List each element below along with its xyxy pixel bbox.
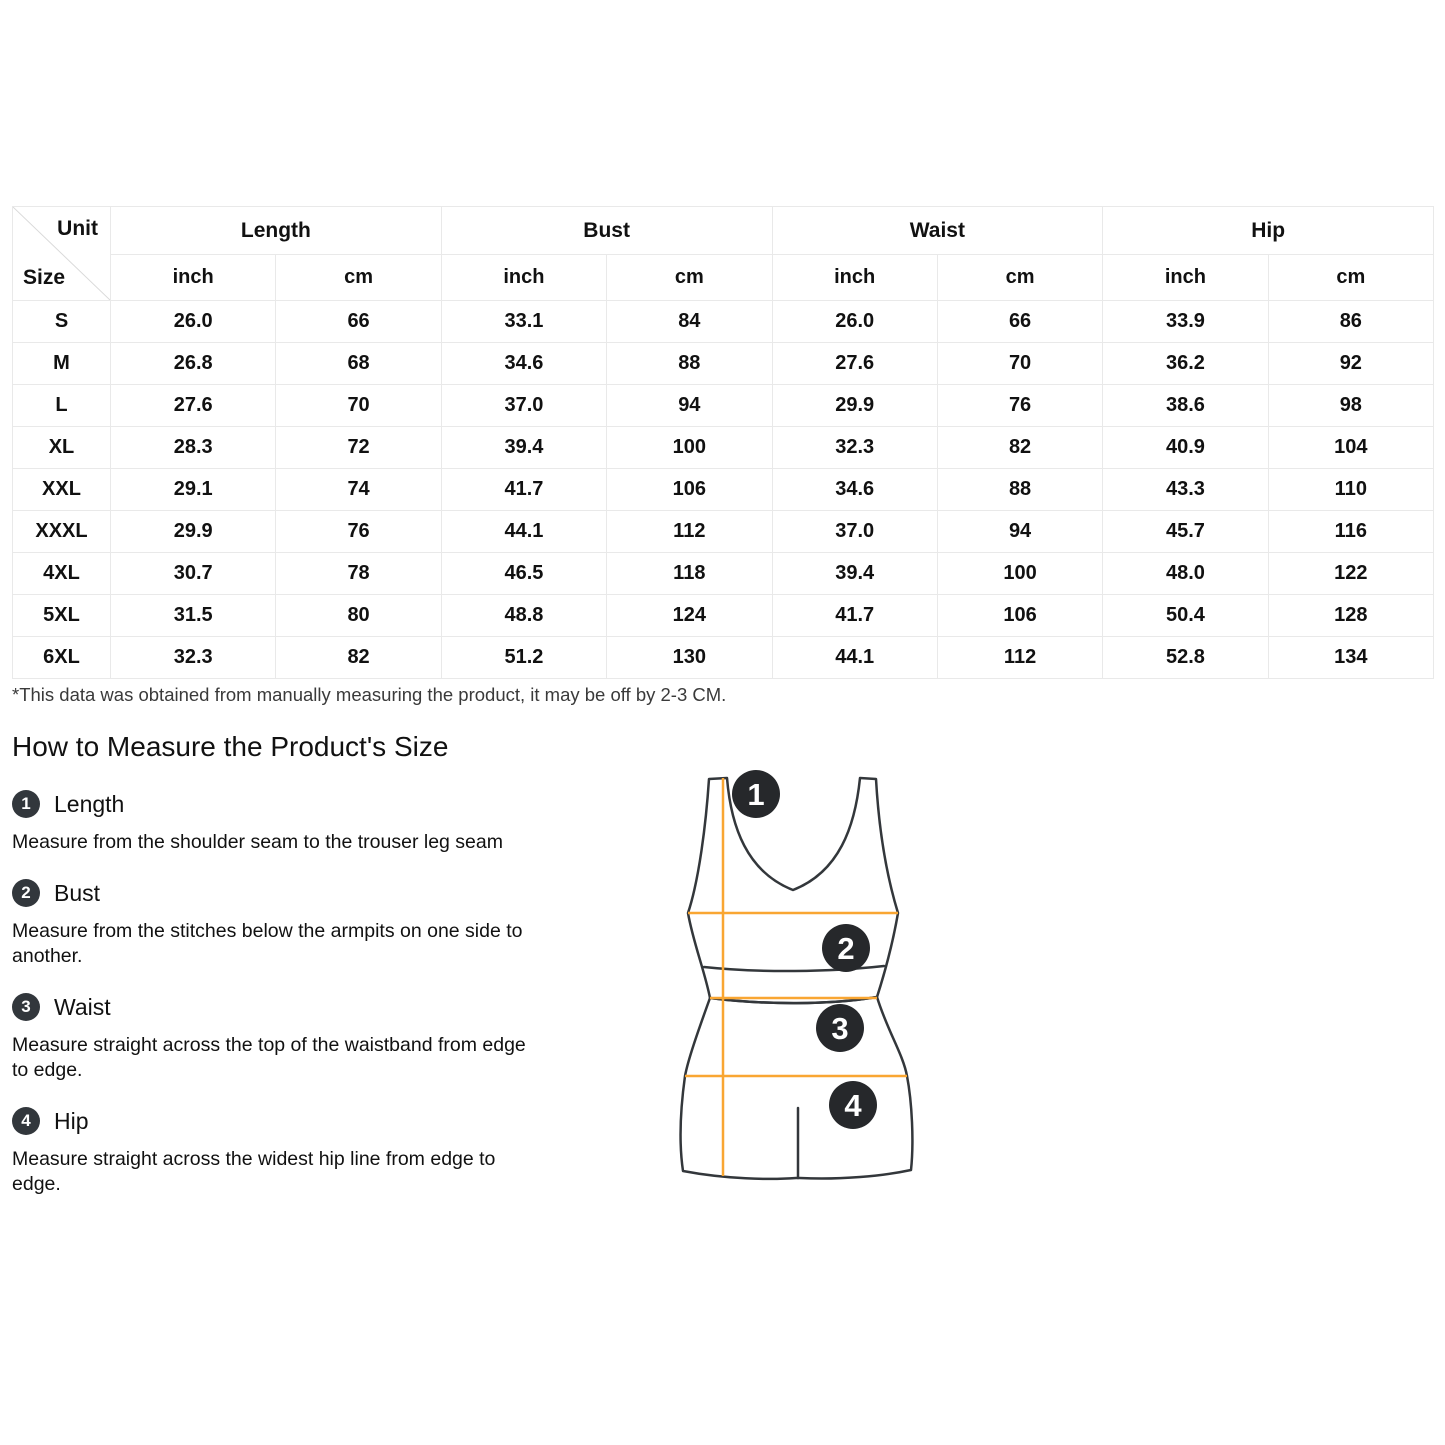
measurement-cell: 31.5 [111, 595, 276, 637]
unit-header: cm [1268, 255, 1433, 301]
measurement-cell: 76 [276, 511, 441, 553]
measurement-cell: 98 [1268, 385, 1433, 427]
step-description: Measure from the shoulder seam to the trouser leg seam [12, 831, 503, 853]
marker-1 [732, 770, 780, 818]
table-row [13, 343, 1434, 385]
size-label-cell: 4XL [13, 553, 111, 595]
measurement-cell: 50.4 [1103, 595, 1268, 637]
measurement-cell: 37.0 [441, 385, 606, 427]
marker-2 [822, 924, 870, 972]
step-label: Length [54, 790, 125, 817]
unit-header: cm [276, 255, 441, 301]
measurement-cell: 28.3 [111, 427, 276, 469]
unit-header: cm [937, 255, 1102, 301]
step-description: Measure straight across the widest hip line from edge to edge. [12, 1148, 496, 1195]
step-number-badge: 3 [12, 993, 40, 1021]
table-row [13, 553, 1434, 595]
measurement-cell: 128 [1268, 595, 1433, 637]
measurement-cell: 38.6 [1103, 385, 1268, 427]
measurement-cell: 48.8 [441, 595, 606, 637]
measurement-cell: 26.0 [111, 301, 276, 343]
measurement-cell: 51.2 [441, 637, 606, 679]
measurement-cell: 112 [607, 511, 772, 553]
table-row [13, 301, 1434, 343]
marker-3-number: 3 [831, 1011, 849, 1046]
measurement-cell: 66 [937, 301, 1102, 343]
measurement-cell: 44.1 [772, 637, 937, 679]
measurement-cell: 118 [607, 553, 772, 595]
table-row [13, 385, 1434, 427]
measurement-cell: 39.4 [772, 553, 937, 595]
measurement-cell: 44.1 [441, 511, 606, 553]
group-header-waist: Waist [772, 207, 1103, 255]
measurement-cell: 41.7 [772, 595, 937, 637]
unit-header: inch [441, 255, 606, 301]
marker-4 [829, 1081, 877, 1129]
size-table-body [13, 301, 1434, 679]
measurement-cell: 39.4 [441, 427, 606, 469]
measurement-cell: 29.9 [772, 385, 937, 427]
size-label-cell: 6XL [13, 637, 111, 679]
measurement-cell: 26.8 [111, 343, 276, 385]
measurement-cell: 130 [607, 637, 772, 679]
step-number-badge: 1 [12, 790, 40, 818]
marker-3 [816, 1004, 864, 1052]
step-header [12, 1107, 534, 1135]
measurement-cell: 37.0 [772, 511, 937, 553]
group-header-hip: Hip [1103, 207, 1434, 255]
corner-size-label: Size [23, 266, 66, 289]
measurement-cell: 43.3 [1103, 469, 1268, 511]
table-row [13, 637, 1434, 679]
size-label-cell: L [13, 385, 111, 427]
measurement-cell: 76 [937, 385, 1102, 427]
table-row [13, 427, 1434, 469]
unit-header: inch [111, 255, 276, 301]
table-row [13, 595, 1434, 637]
step-header [12, 993, 534, 1021]
marker-1-number: 1 [747, 777, 765, 812]
measurement-cell: 92 [1268, 343, 1433, 385]
size-label-cell: 5XL [13, 595, 111, 637]
measurement-cell: 68 [276, 343, 441, 385]
measurement-cell: 100 [607, 427, 772, 469]
measurement-cell: 80 [276, 595, 441, 637]
measurement-cell: 116 [1268, 511, 1433, 553]
how-to-measure-title: How to Measure the Product's Size [12, 731, 449, 762]
step-description: Measure from the stitches below the armpits on one side to another. [12, 920, 523, 967]
measurement-cell: 34.6 [441, 343, 606, 385]
measurement-cell: 134 [1268, 637, 1433, 679]
measurement-disclaimer: *This data was obtained from manually measuring the product, it may be off by 2-3 CM. [12, 684, 727, 705]
step-label: Waist [54, 993, 111, 1020]
measurement-cell: 72 [276, 427, 441, 469]
measurement-cell: 124 [607, 595, 772, 637]
measurement-cell: 32.3 [772, 427, 937, 469]
measurement-cell: 27.6 [772, 343, 937, 385]
size-label-cell: XL [13, 427, 111, 469]
measurement-cell: 84 [607, 301, 772, 343]
size-table [12, 206, 1434, 679]
measurement-cell: 88 [937, 469, 1102, 511]
step-label: Hip [54, 1107, 89, 1134]
measurement-cell: 112 [937, 637, 1102, 679]
step-label: Bust [54, 879, 101, 906]
measurement-cell: 33.1 [441, 301, 606, 343]
measurement-cell: 29.9 [111, 511, 276, 553]
table-row [13, 511, 1434, 553]
table-row [13, 469, 1434, 511]
measurement-cell: 70 [937, 343, 1102, 385]
measure-step-item [12, 879, 534, 969]
unit-size-corner-cell [13, 207, 111, 301]
step-number-badge: 2 [12, 879, 40, 907]
measurement-cell: 32.3 [111, 637, 276, 679]
step-number-badge: 4 [12, 1107, 40, 1135]
measurement-cell: 40.9 [1103, 427, 1268, 469]
step-description: Measure straight across the top of the waistband from edge to edge. [12, 1034, 526, 1081]
group-header-bust: Bust [441, 207, 772, 255]
measurement-cell: 100 [937, 553, 1102, 595]
group-header-length: Length [111, 207, 442, 255]
measurement-cell: 45.7 [1103, 511, 1268, 553]
measurement-cell: 86 [1268, 301, 1433, 343]
measure-steps [12, 790, 534, 1221]
measurement-cell: 94 [937, 511, 1102, 553]
measurement-cell: 110 [1268, 469, 1433, 511]
size-label-cell: XXL [13, 469, 111, 511]
step-header [12, 879, 534, 907]
measurement-cell: 41.7 [441, 469, 606, 511]
measurement-diagram [635, 752, 955, 1192]
marker-4-number: 4 [844, 1088, 862, 1123]
table-group-header-row [13, 207, 1434, 255]
size-label-cell: S [13, 301, 111, 343]
measurement-cell: 52.8 [1103, 637, 1268, 679]
corner-unit-label: Unit [57, 217, 98, 240]
table-unit-header-row [13, 255, 1434, 301]
measurement-cell: 48.0 [1103, 553, 1268, 595]
measure-step-item [12, 790, 534, 855]
measurement-cell: 33.9 [1103, 301, 1268, 343]
measurement-cell: 88 [607, 343, 772, 385]
step-header [12, 790, 534, 818]
shorts-outline [681, 997, 913, 1179]
measure-step-item [12, 993, 534, 1083]
unit-header: inch [1103, 255, 1268, 301]
measurement-cell: 74 [276, 469, 441, 511]
measurement-cell: 122 [1268, 553, 1433, 595]
measurement-cell: 94 [607, 385, 772, 427]
unit-header: inch [772, 255, 937, 301]
measurement-cell: 46.5 [441, 553, 606, 595]
size-label-cell: M [13, 343, 111, 385]
measurement-cell: 30.7 [111, 553, 276, 595]
measurement-cell: 27.6 [111, 385, 276, 427]
measurement-cell: 70 [276, 385, 441, 427]
measurement-cell: 36.2 [1103, 343, 1268, 385]
measurement-cell: 104 [1268, 427, 1433, 469]
measure-step-item [12, 1107, 534, 1197]
size-label-cell: XXXL [13, 511, 111, 553]
measurement-cell: 106 [607, 469, 772, 511]
measurement-cell: 66 [276, 301, 441, 343]
measurement-cell: 26.0 [772, 301, 937, 343]
measurement-cell: 82 [937, 427, 1102, 469]
measurement-cell: 82 [276, 637, 441, 679]
marker-2-number: 2 [837, 931, 855, 966]
unit-header: cm [607, 255, 772, 301]
measurement-cell: 106 [937, 595, 1102, 637]
measurement-cell: 34.6 [772, 469, 937, 511]
measurement-cell: 78 [276, 553, 441, 595]
measurement-cell: 29.1 [111, 469, 276, 511]
